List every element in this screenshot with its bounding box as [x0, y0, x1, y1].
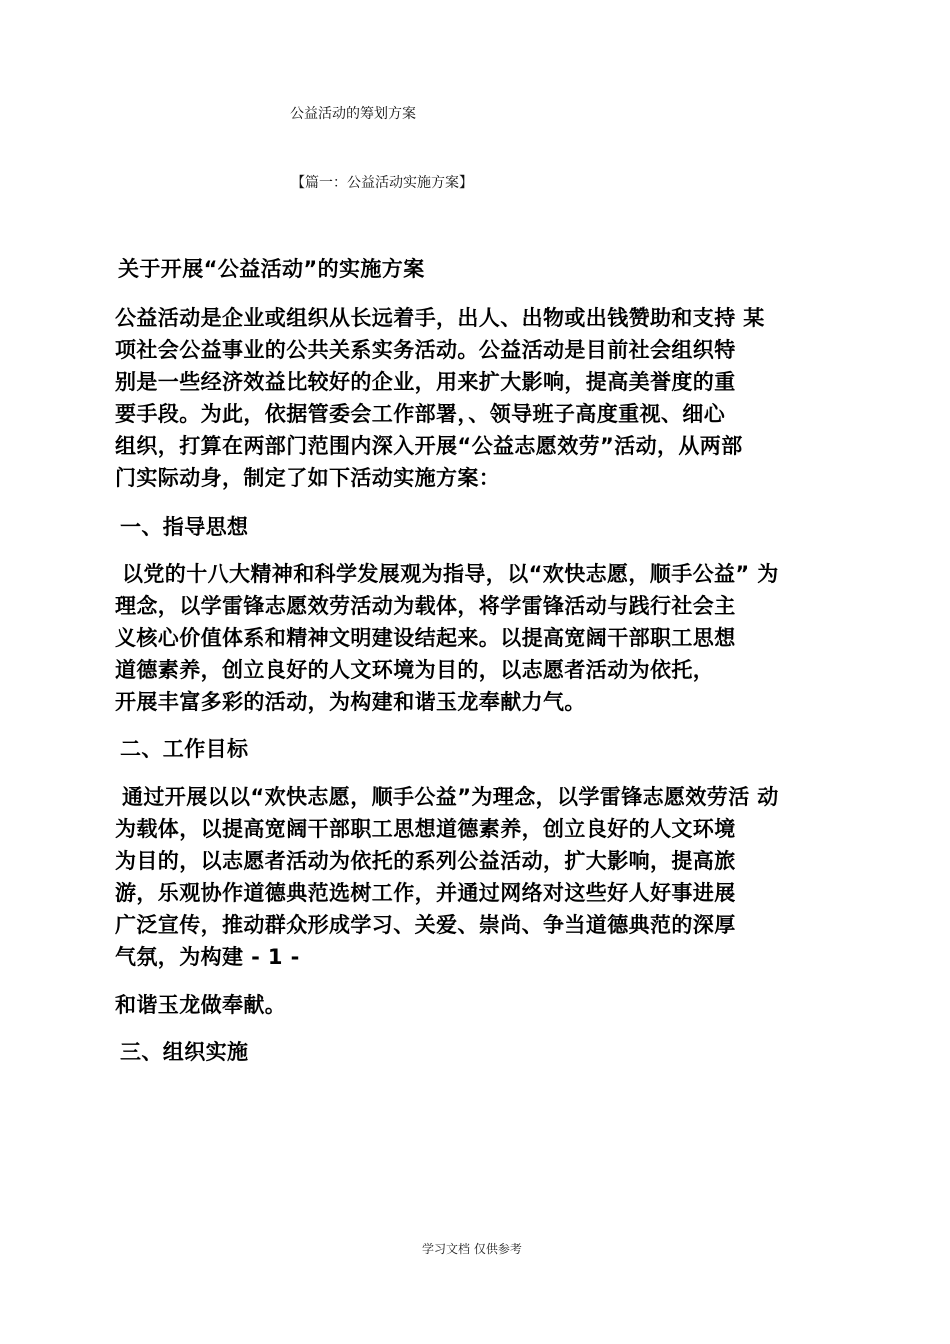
intro-line: 组织，打算在两部门范围内深入开展“公益志愿效劳”活动，从两部 — [115, 434, 743, 458]
section2-line: 广泛宣传，推动群众形成学习、关爱、崇尚、争当道德典范的深厚 — [115, 913, 736, 937]
section1-line: 道德素养，创立良好的人文环境为目的，以志愿者活动为依托， — [115, 658, 715, 682]
document-title: 公益活动的筹划方案 — [290, 106, 416, 122]
section2-line: 和谐玉龙做奉献。 — [115, 993, 287, 1017]
section2-line: 为载体，以提高宽阔干部职工思想道德素养，创立良好的人文环境 — [115, 817, 736, 841]
section2-line: 为目的，以志愿者活动为依托的系列公益活动，扩大影响，提高旅 — [115, 849, 736, 873]
section3-heading: 三、组织实施 — [120, 1040, 249, 1064]
intro-line: 项社会公益事业的公共关系实务活动。公益活动是目前社会组织特 — [115, 338, 736, 362]
intro-line: 门实际动身，制定了如下活动实施方案： — [115, 466, 501, 490]
footer-note: 学习文档 仅供参考 — [422, 1242, 522, 1256]
intro-line: 别是一些经济效益比较好的企业，用来扩大影响，提高美誉度的重 — [115, 370, 736, 394]
section1-line: 义核心价值体系和精神文明建设结起来。以提高宽阔干部职工思想 — [115, 626, 736, 650]
section1-line: 理念，以学雷锋志愿效劳活动为载体，将学雷锋活动与践行社会主 — [115, 594, 736, 618]
section1-heading: 一、指导思想 — [120, 515, 249, 539]
section2-line: 游，乐观协作道德典范选树工作，并通过网络对这些好人好事进展 — [115, 881, 736, 905]
section2-line: 气氛，为构建 - 1 - — [115, 945, 300, 969]
intro-line: 要手段。为此，依据管委会工作部署，、领导班子高度重视、细心 — [115, 402, 726, 426]
section2-line: 通过开展以以“欢快志愿，顺手公益”为理念，以学雷锋志愿效劳活 动 — [122, 785, 779, 809]
section1-line: 以党的十八大精神和科学发展观为指导，以“欢快志愿，顺手公益” 为 — [122, 562, 779, 586]
intro-line: 公益活动是企业或组织从长远着手，出人、出物或出钱赞助和支持 某 — [115, 306, 765, 330]
main-heading: 关于开展“公益活动”的实施方案 — [118, 257, 425, 281]
section2-heading: 二、工作目标 — [120, 737, 249, 761]
section1-line: 开展丰富多彩的活动，为构建和谐玉龙奉献力气。 — [115, 690, 586, 714]
section-tag: 【篇一：公益活动实施方案】 — [291, 175, 473, 191]
